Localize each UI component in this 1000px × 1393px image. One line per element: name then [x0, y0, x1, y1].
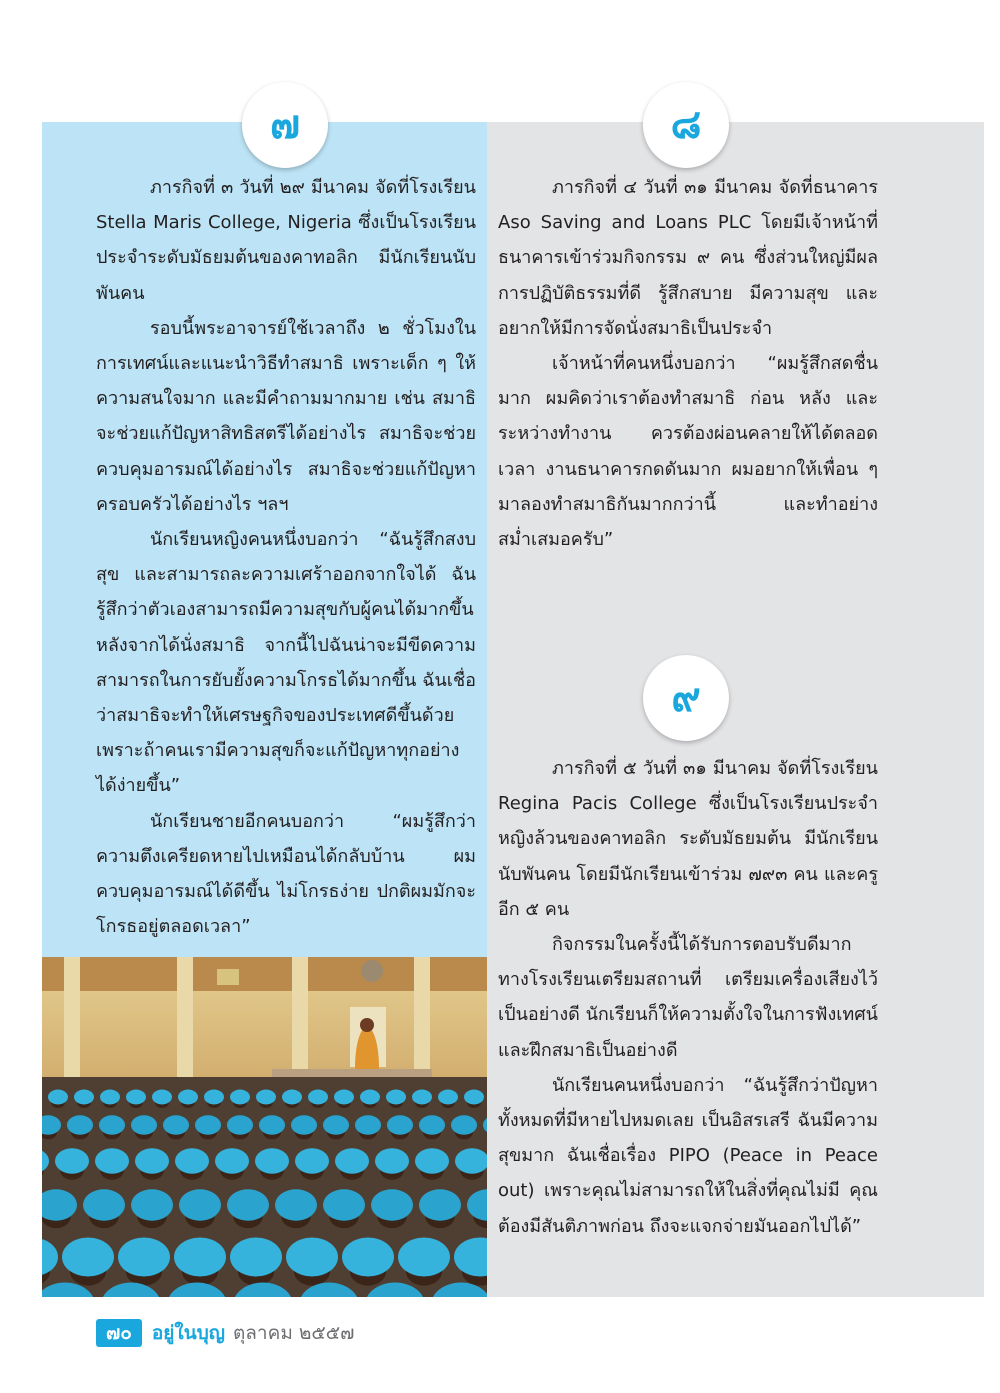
paragraph: ภารกิจที่ ๔ วันที่ ๓๑ มีนาคม จัดที่ธนาคาร Aso Saving and Loans PLC โดยมีเจ้าหน้าที่ธนาคารเข้าร่วมกิจกรรม ๙ คน ซึ่งส่วนใหญ่มีผลการปฏิบัติธรรมที่ดี รู้สึกสบาย มีความสุข และอยากให้มีการจัดนั่งสมาธิเป็นประจำ — [498, 177, 878, 339]
paragraph: ภารกิจที่ ๓ วันที่ ๒๙ มีนาคม จัดที่โรงเรียน Stella Maris College, Nigeria ซึ่งเป็นโรงเรียนประจำระดับมัธยมต้นของคาทอลิก มีนักเรียนนับพันคน — [96, 177, 476, 304]
section-7-text — [96, 170, 476, 944]
paragraph: นักเรียนชายอีกคนบอกว่า “ผมรู้สึกว่าความตึงเครียดหายไปเหมือนได้กลับบ้าน ผมควบคุมอารมณ์ได้ดีขึ้น ไม่โกรธง่าย ปกติผมมักจะโกรธอยู่ตลอดเวลา” — [96, 810, 476, 938]
paragraph: กิจกรรมในครั้งนี้ได้รับการตอบรับดีมาก ทางโรงเรียนเตรียมสถานที่ เตรียมเครื่องเสียงไว้เป็นอย่างดี นักเรียนก็ให้ความตั้งใจในการฟังเทศน์และฝึกสมาธิเป็นอย่างดี — [498, 934, 878, 1061]
section-9-text — [498, 751, 878, 1244]
section-8-text — [498, 170, 878, 557]
paragraph: ภารกิจที่ ๕ วันที่ ๓๑ มีนาคม จัดที่โรงเรียน Regina Pacis College ซึ่งเป็นโรงเรียนประจำหญิงล้วนของคาทอลิก ระดับมัธยมต้น มีนักเรียนนับพันคน โดยมีนักเรียนเข้าร่วม ๗๙๓ คน และครูอีก ๕ คน — [498, 758, 878, 920]
page-number: ๗๐ — [96, 1319, 142, 1347]
section-9-number-badge: ๙ — [643, 655, 729, 741]
issue-date: ตุลาคม ๒๕๕๗ — [232, 1322, 355, 1344]
students-meditation-photo — [42, 957, 487, 1297]
paragraph: นักเรียนหญิงคนหนึ่งบอกว่า “ฉันรู้สึกสงบสุข และสามารถละความเศร้าออกจากใจได้ ฉันรู้สึกว่าตัวเองสามารถมีความสุขกับผู้คนได้มากขึ้นหลังจากได้นั่งสมาธิ จากนี้ไปฉันน่าจะมีขีดความสามารถในการยับยั้งความโกรธได้มากขึ้น ฉันเชื่อว่าสมาธิจะทำให้เศรษฐกิจของประเทศดีขึ้นด้วย เพราะถ้าคนเรามีความสุขก็จะแก้ปัญหาทุกอย่างได้ง่ายขึ้น” — [96, 529, 476, 797]
paragraph: รอบนี้พระอาจารย์ใช้เวลาถึง ๒ ชั่วโมงในการเทศน์และแนะนำวิธีทำสมาธิ เพราะเด็ก ๆ ให้ความสนใจมาก และมีคำถามมากมาย เช่น สมาธิจะช่วยแก้ปัญหาสิทธิสตรีได้อย่างไร สมาธิจะช่วยควบคุมอารมณ์ได้อย่างไร สมาธิจะช่วยแก้ปัญหาครอบครัวได้อย่างไร ฯลฯ — [96, 317, 476, 515]
paragraph: เจ้าหน้าที่คนหนึ่งบอกว่า “ผมรู้สึกสดชื่นมาก ผมคิดว่าเราต้องทำสมาธิ ก่อน หลัง และระหว่างทำงาน ควรต้องผ่อนคลายให้ได้ตลอดเวลา งานธนาคารกดดันมาก ผมอยากให้เพื่อน ๆ มาลองทำสมาธิกันมากกว่านี้ และทำอย่างสม่ำเสมอครับ” — [498, 353, 878, 551]
section-8-number-badge: ๘ — [643, 82, 729, 168]
magazine-name: อยู่ในบุญ — [151, 1322, 225, 1344]
section-7-number-badge: ๗ — [242, 82, 328, 168]
page-footer — [96, 1318, 354, 1348]
paragraph: นักเรียนคนหนึ่งบอกว่า “ฉันรู้สึกว่าปัญหาทั้งหมดที่มีหายไปหมดเลย เป็นอิสรเสรี ฉันมีความสุขมาก ฉันเชื่อเรื่อง PIPO (Peace in Peace out) เพราะคุณไม่สามารถให้ในสิ่งที่คุณไม่มี คุณต้องมีสันติภาพก่อน ถึงจะแจกจ่ายมันออกไปได้” — [498, 1074, 878, 1237]
